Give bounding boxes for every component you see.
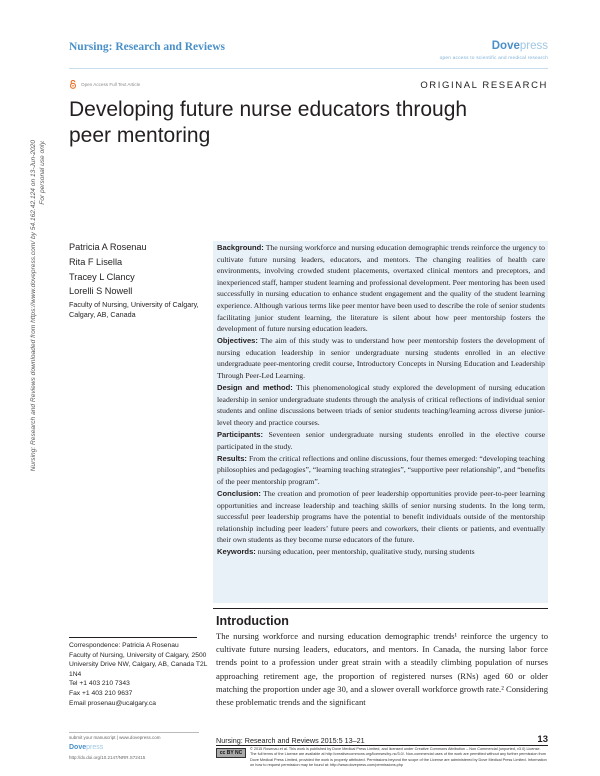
author-list [69,240,147,299]
introduction-heading: Introduction [216,614,289,628]
open-access-text: Open Access Full Text Article [81,82,141,87]
section-divider [213,608,548,609]
design-text: This phenomenological study explored the development of nursing education leadership in senior undergraduate students through the analysis of critical reflections of individual senior students and online discussions between triads of senior students teaching/learning across diverse junior-level theory and practice courses. [217,383,545,427]
results-text: From the critical reflections and online discussions, four themes emerged: “developing teaching philosophies and pedagogies”, “learning teaching strategies”, “supportive peer relationship”, and “benefits of the peer mentorship program”. [217,453,546,486]
creative-commons-icon: cc BY NC [216,748,246,758]
author-name: Rita F Lisella [69,256,123,267]
correspondence-tel: Tel +1 403 210 7343 [69,680,130,688]
abstract-participants [217,429,545,452]
publisher-press: press [519,40,548,52]
correspondence-fax: Fax +1 403 210 9637 [69,689,133,697]
journal-citation: Nursing: Research and Reviews 2015:5 13–21 [216,736,365,745]
abstract-design [217,382,545,428]
article-type: ORIGINAL RESEARCH [420,80,548,91]
open-access-icon [69,80,77,89]
submit-manuscript-link[interactable]: submit your manuscript | www.dovepress.com [69,735,161,740]
header-divider [69,68,548,69]
author-name: Lorelli S Nowell [69,286,133,297]
correspondence-name: Correspondence: Patricia A Rosenau [69,642,179,649]
conclusion-label: Conclusion: [217,488,261,498]
correspondence-block [69,641,209,708]
title-line-1: Developing future nurse educators through [69,98,468,121]
correspondence-email[interactable]: Email prosenau@ucalgary.ca [69,699,156,707]
correspondence-address: Faculty of Nursing, University of Calgary, 2500 University Drive NW, Calgary, AB, Canada T2L 1N4 [69,651,208,678]
conclusion-text: The creation and promotion of peer leadership opportunities provide peer-to-peer learning opportunities and increase leadership and teaching skills of senior nursing students. In the long term, successful peer leadership programs have the potential to benefit individuals outside of the mentorship relationship including peer leaders’ future peers and coworkers, their clients or patients, and eventually their own students as they become nurse educators of the future. [217,488,545,545]
license-text: © 2015 Rosenau et al. This work is published by Dove Medical Press Limited, and licensed under Creative Commons Attribution – Non Commercial (unported, v3.0) License. The full terms of the License are available at http://creativecommons.org/licenses/by-nc/3.0/. Non-commercial uses of the work are permitted without any further permission from Dove Medical Press Limited, provided the work is properly attributed. Permissions beyond the scope of the License are administered by Dove Medical Press Limited. Information on how to request permission may be found at: http://www.dovepress.com/permissions.php [250,747,547,767]
objectives-text: The aim of this study was to understand how peer mentorship fosters the development of nursing education leadership in senior undergraduate nursing students enrolled in an elective undergraduate peer-mentoring credit course, Introductory Concepts in Nursing Education and Leadership Through Peer-Led Learning. [217,336,545,381]
abstract-conclusion [217,488,545,546]
journal-title: Nursing: Research and Reviews [69,41,225,53]
design-label: Design and method: [217,383,293,393]
abstract-background [217,242,545,335]
author-name: Tracey L Clancy [69,271,135,282]
publisher-tagline: open access to scientific and medical research [439,56,548,61]
footer-divider-left [69,732,199,733]
side-note-line-1: Nursing: Research and Reviews downloaded from https://www.dovepress.com/ by 54.162.42.124 on 13-Jun-2020 [30,140,37,472]
abstract-keywords [217,546,545,558]
introduction-body: The nursing workforce and nursing education demographic trends¹ reinforce the urgency to cultivate future nursing leaders, educators, and mentors. In Canada, the nursing labor force trends point to a profession under great strain with a steadily climbing population of nurses approaching retirement age, the proportion of registered nurses (RNs) aged 60 or older matching the proportion under age 30, and a slower overall workforce growth rate.² Considering these problematic trends and the significant [216,631,548,708]
author-name: Patricia A Rosenau [69,242,147,252]
participants-label: Participants: [217,430,263,439]
page-number: 13 [537,734,548,745]
participants-text: Seventeen senior undergraduate nursing students enrolled in the elective course participated in the study. [217,430,545,451]
title-line-2: peer mentoring [69,124,211,147]
background-label: Background: [217,243,264,252]
objectives-label: Objectives: [217,336,258,346]
side-note-line-2: For personal use only. [39,140,46,205]
author-affiliation: Faculty of Nursing, University of Calgary, Calgary, AB, Canada [69,300,199,319]
footer-divider-right [216,745,548,746]
footer-press: press [86,744,104,751]
abstract-objectives [217,335,545,381]
article-title [69,97,539,149]
open-access-label [69,80,140,89]
correspondence-divider [69,637,197,638]
keywords-text: nursing education, peer mentorship, qualitative study, nursing students [257,547,475,557]
publisher-logo [492,40,548,52]
abstract-box [213,241,548,603]
publisher-dove: Dove [491,40,520,52]
results-label: Results: [217,453,247,463]
doi-link[interactable]: http://dx.doi.org/10.2147/NRR.S72415 [69,755,146,760]
abstract-results [217,453,545,488]
footer-dove: Dove [69,744,87,751]
keywords-label: Keywords: [217,547,256,557]
download-side-note [29,140,49,680]
footer-publisher-logo [69,744,103,751]
background-text: The nursing workforce and nursing education demographic trends reinforce the urgency to cultivate future nursing leaders, educators, and mentors. The changing realities of health care environments, involving crowded student placements, overtaxed clinical mentors and preceptors, and inexperienced staff, hamper student learning and professional development. Peer mentoring has been used successfully in nursing education to enhance student engagement and the quality of the student learning experience. Although various terms like peer mentor have been used to describe the role of senior students facilitating junior student learning, the literature is silent about how peer mentorship fosters the development of future nursing education leaders. [217,243,545,334]
